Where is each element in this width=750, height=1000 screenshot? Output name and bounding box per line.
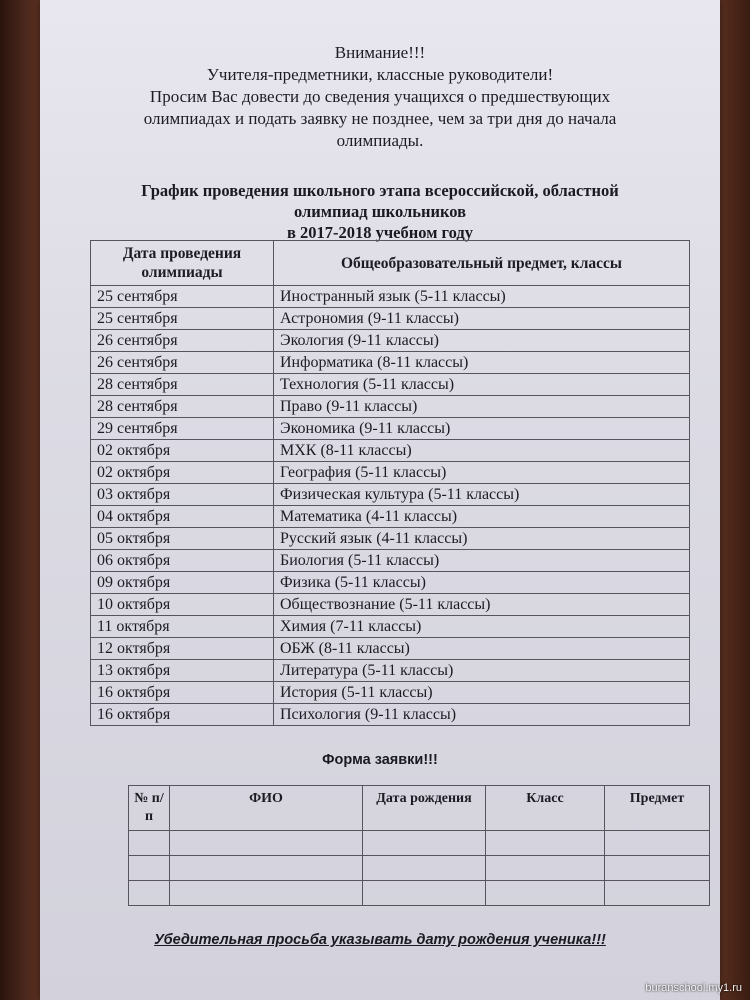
notice-line: олимпиады. [336,131,424,150]
schedule-title-line: в 2017-2018 учебном году [286,223,474,242]
schedule-date: 04 октября [91,506,274,528]
schedule-date: 10 октября [91,594,274,616]
schedule-row [91,308,690,330]
form-header-name: ФИО [170,786,363,831]
wood-background-right [718,0,750,1000]
application-form-table [128,785,710,906]
schedule-row [91,682,690,704]
watermark: buranschool.my1.ru [645,982,742,994]
schedule-subject: Физика (5-11 классы) [274,572,690,594]
schedule-row [91,440,690,462]
schedule-date: 26 сентября [91,352,274,374]
schedule-date: 16 октября [91,704,274,726]
schedule-date: 28 сентября [91,396,274,418]
schedule-row [91,374,690,396]
schedule-subject: Физическая культура (5-11 классы) [274,484,690,506]
schedule-subject: Литература (5-11 классы) [274,660,690,682]
schedule-header-row [91,241,690,286]
schedule-row [91,572,690,594]
schedule-row [91,396,690,418]
form-empty-row [129,831,710,856]
schedule-subject: Экология (9-11 классы) [274,330,690,352]
schedule-row [91,704,690,726]
schedule-row [91,528,690,550]
schedule-table [90,240,690,726]
schedule-date: 02 октября [91,462,274,484]
schedule-title-line: олимпиад школьников [293,202,467,221]
schedule-date: 26 сентября [91,330,274,352]
schedule-date: 05 октября [91,528,274,550]
schedule-row [91,594,690,616]
schedule-date: 13 октября [91,660,274,682]
schedule-subject: Иностранный язык (5-11 классы) [274,286,690,308]
schedule-row [91,352,690,374]
subject-column-header: Общеобразовательный предмет, классы [274,241,690,286]
schedule-date: 25 сентября [91,286,274,308]
schedule-date: 02 октября [91,440,274,462]
schedule-date: 29 сентября [91,418,274,440]
schedule-row [91,462,690,484]
schedule-date: 12 октября [91,638,274,660]
schedule-title-line: График проведения школьного этапа всероссийской, областной [141,181,619,200]
schedule-body [91,286,690,726]
schedule-date: 09 октября [91,572,274,594]
notice-line: Внимание!!! [334,43,426,62]
schedule-date: 28 сентября [91,374,274,396]
schedule-row [91,418,690,440]
form-header-row [129,786,710,831]
schedule-subject: ОБЖ (8-11 классы) [274,638,690,660]
schedule-date: 11 октября [91,616,274,638]
paper-sheet [40,0,720,1000]
form-header-number: № п/п [129,786,170,831]
schedule-subject: Русский язык (4-11 классы) [274,528,690,550]
schedule-row [91,660,690,682]
schedule-subject: Химия (7-11 классы) [274,616,690,638]
schedule-date: 25 сентября [91,308,274,330]
schedule-row [91,550,690,572]
schedule-subject: МХК (8-11 классы) [274,440,690,462]
schedule-subject: Право (9-11 классы) [274,396,690,418]
schedule-subject: Биология (5-11 классы) [274,550,690,572]
schedule-date: 03 октября [91,484,274,506]
wood-background-left [0,0,40,1000]
request-note: Убедительная просьба указывать дату рождения ученика!!! [154,932,606,948]
schedule-subject: Обществознание (5-11 классы) [274,594,690,616]
form-title: Форма заявки!!! [322,752,438,768]
notice-line: олимпиадах и подать заявку не позднее, чем за три дня до начала [143,109,617,128]
schedule-row [91,506,690,528]
form-header-birthdate: Дата рождения [363,786,486,831]
form-empty-row [129,881,710,906]
schedule-date: 16 октября [91,682,274,704]
schedule-row [91,286,690,308]
schedule-row [91,330,690,352]
schedule-row [91,484,690,506]
schedule-subject: Математика (4-11 классы) [274,506,690,528]
date-column-header: Дата проведения олимпиады [91,241,274,286]
form-header-subject: Предмет [605,786,710,831]
form-header-class: Класс [486,786,605,831]
schedule-subject: Экономика (9-11 классы) [274,418,690,440]
schedule-row [91,638,690,660]
schedule-date: 06 октября [91,550,274,572]
schedule-subject: География (5-11 классы) [274,462,690,484]
schedule-subject: Технология (5-11 классы) [274,374,690,396]
schedule-subject: Информатика (8-11 классы) [274,352,690,374]
schedule-title [40,180,720,243]
form-empty-row [129,856,710,881]
notice-line: Учителя-предметники, классные руководители! [206,65,554,84]
schedule-subject: Астрономия (9-11 классы) [274,308,690,330]
schedule-row [91,616,690,638]
schedule-subject: История (5-11 классы) [274,682,690,704]
notice-block [40,42,720,152]
notice-line: Просим Вас довести до сведения учащихся о предшествующих [149,87,611,106]
schedule-subject: Психология (9-11 классы) [274,704,690,726]
